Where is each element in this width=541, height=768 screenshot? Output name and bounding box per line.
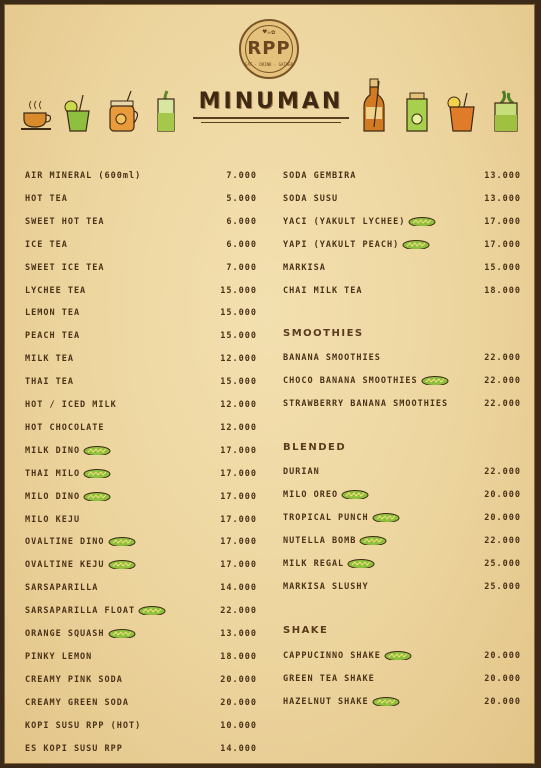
menu-item-name: GREEN TEA SHAKE	[283, 673, 375, 684]
menu-item-name: MILO KEJU	[25, 514, 81, 525]
menu-item	[25, 698, 257, 712]
menu-item-name: SARSAPARILLA FLOAT	[25, 606, 166, 616]
iced-tea-icon	[445, 91, 479, 135]
menu-item-price: 13.000	[484, 193, 521, 204]
menu-item-name: ES KOPI SUSU RPP	[25, 743, 123, 754]
menu-item	[283, 286, 521, 300]
menu-item-price: 13.000	[220, 629, 257, 639]
menu-item	[283, 674, 521, 688]
menu-item-name: YAPI (YAKULT PEACH)	[283, 240, 430, 250]
pitcher-icon	[401, 91, 435, 135]
menu-item-name: DURIAN	[283, 467, 320, 477]
new-badge-icon	[108, 537, 136, 546]
menu-item	[283, 490, 521, 504]
menu-item-name: SODA SUSU	[283, 193, 339, 204]
menu-item	[283, 376, 521, 390]
menu-item	[283, 513, 521, 527]
menu-item-name: MILO DINO	[25, 492, 111, 502]
menu-item-name: PEACH TEA	[25, 331, 81, 342]
menu-item-price: 20.000	[484, 651, 521, 661]
menu-item-price: 17.000	[220, 491, 257, 502]
menu-item-name: CHOCO BANANA SMOOTHIES	[283, 376, 449, 386]
menu-item-price: 12.000	[220, 422, 257, 433]
menu-item-price: 15.000	[220, 377, 257, 388]
menu-item-price: 17.000	[484, 216, 521, 227]
menu-item-price: 5.000	[226, 193, 257, 204]
menu-item	[25, 400, 257, 414]
menu-item	[25, 171, 257, 185]
menu-item-price: 13.000	[484, 171, 521, 181]
menu-item-price: 20.000	[484, 512, 521, 523]
new-badge-icon	[108, 629, 136, 638]
new-badge-icon	[372, 513, 400, 522]
menu-item	[25, 331, 257, 345]
menu-item-price: 25.000	[484, 558, 521, 569]
menu-item-price: 22.000	[484, 467, 521, 477]
menu-item-price: 20.000	[220, 674, 257, 685]
menu-item-price: 17.000	[220, 537, 257, 548]
menu-item	[25, 721, 257, 735]
menu-item-name: LYCHEE TEA	[25, 285, 87, 296]
new-badge-icon	[347, 559, 375, 568]
menu-item	[25, 629, 257, 643]
menu-item-price: 15.000	[220, 308, 257, 319]
menu-item	[25, 240, 257, 254]
menu-item-price: 17.000	[484, 239, 521, 250]
menu-item-name: PINKY LEMON	[25, 651, 93, 662]
menu-item	[283, 399, 521, 413]
menu-item-price: 22.000	[484, 398, 521, 409]
menu-item-price: 6.000	[226, 239, 257, 250]
menu-item-name: TROPICAL PUNCH	[283, 513, 400, 523]
menu-item-name: MARKISA	[283, 262, 326, 273]
page-title: MINUMAN	[198, 89, 344, 114]
menu-item-price: 20.000	[220, 697, 257, 708]
title-rule-bottom	[201, 122, 341, 123]
menu-item	[25, 217, 257, 231]
menu-item	[283, 240, 521, 254]
menu-item	[25, 515, 257, 529]
menu-item-price: 20.000	[484, 696, 521, 707]
menu-item	[25, 560, 257, 574]
menu-item-name: MILK REGAL	[283, 559, 375, 569]
menu-item-price: 17.000	[220, 560, 257, 571]
menu-item	[25, 308, 257, 322]
menu-item-name: SODA GEMBIRA	[283, 171, 357, 181]
menu-item-name: CAPPUCINNO SHAKE	[283, 651, 412, 661]
new-badge-icon	[402, 240, 430, 249]
menu-item-name: ORANGE SQUASH	[25, 629, 136, 639]
menu-item	[25, 377, 257, 391]
menu-item-name: MARKISA SLUSHY	[283, 581, 369, 592]
menu-item-name: SWEET HOT TEA	[25, 216, 105, 227]
menu-item	[25, 537, 257, 551]
menu-item-price: 10.000	[220, 720, 257, 731]
menu-item-price: 6.000	[226, 216, 257, 227]
menu-item-name: AIR MINERAL (600ml)	[25, 171, 142, 181]
menu-item	[283, 559, 521, 573]
menu-item	[283, 536, 521, 550]
menu-item-price: 14.000	[220, 743, 257, 754]
menu-item-price: 15.000	[220, 331, 257, 342]
menu-item	[25, 354, 257, 368]
menu-item-price: 17.000	[220, 445, 257, 456]
menu-item-price: 17.000	[220, 468, 257, 479]
menu-item-price: 25.000	[484, 581, 521, 592]
menu-item	[283, 194, 521, 208]
menu-item-name: HOT TEA	[25, 193, 68, 204]
new-badge-icon	[408, 217, 436, 226]
new-badge-icon	[341, 490, 369, 499]
menu-item-name: MILO OREO	[283, 490, 369, 500]
menu-item-name: KOPI SUSU RPP (HOT)	[25, 720, 142, 731]
menu-item-name: YACI (YAKULT LYCHEE)	[283, 217, 436, 227]
new-badge-icon	[372, 697, 400, 706]
menu-item	[25, 194, 257, 208]
menu-item-price: 20.000	[484, 673, 521, 684]
menu-item	[25, 492, 257, 506]
menu-item-price: 17.000	[220, 514, 257, 525]
section-title: BLENDED	[283, 442, 347, 453]
new-badge-icon	[359, 536, 387, 545]
new-badge-icon	[83, 492, 111, 501]
menu-item-price: 22.000	[484, 353, 521, 363]
new-badge-icon	[138, 606, 166, 615]
menu-item-price: 7.000	[226, 262, 257, 273]
menu-item-name: SWEET ICE TEA	[25, 262, 105, 273]
new-badge-icon	[83, 469, 111, 478]
menu-item-price: 15.000	[484, 262, 521, 273]
menu-item	[25, 469, 257, 483]
menu-item	[25, 446, 257, 460]
menu-item-name: MILK TEA	[25, 354, 74, 365]
menu-item	[25, 286, 257, 300]
menu-item	[283, 217, 521, 231]
menu-item-price: 14.000	[220, 583, 257, 594]
tall-glass-icon	[153, 89, 179, 133]
menu-item	[25, 263, 257, 277]
title-rule-top	[193, 117, 349, 119]
menu-item-price: 12.000	[220, 354, 257, 365]
menu-item-price: 22.000	[484, 375, 521, 386]
rpp-logo: ♥☕✿ RPP EAT · DRINK · GATHER	[239, 19, 299, 79]
menu-item-name: BANANA SMOOTHIES	[283, 353, 381, 363]
menu-item	[283, 353, 521, 367]
menu-item	[283, 467, 521, 481]
menu-item-name: OVALTINE KEJU	[25, 560, 136, 570]
menu-item	[283, 171, 521, 185]
menu-item-price: 7.000	[226, 171, 257, 181]
menu-item	[283, 263, 521, 277]
menu-item-name: OVALTINE DINO	[25, 537, 136, 547]
menu-page	[4, 4, 535, 764]
menu-item-price: 20.000	[484, 489, 521, 500]
menu-item	[283, 582, 521, 596]
menu-item-name: HOT / ICED MILK	[25, 400, 117, 410]
hot-tea-cup-icon	[19, 99, 53, 133]
section-title: SMOOTHIES	[283, 328, 364, 339]
mojito-icon	[489, 89, 523, 135]
menu-item	[283, 697, 521, 711]
menu-item-name: CREAMY PINK SODA	[25, 674, 123, 685]
menu-item-name: ICE TEA	[25, 239, 68, 250]
menu-item-name: MILK DINO	[25, 446, 111, 456]
menu-item-name: THAI TEA	[25, 377, 74, 388]
jar-drink-icon	[105, 89, 143, 133]
menu-item-name: THAI MILO	[25, 469, 111, 479]
menu-item-name: HOT CHOCOLATE	[25, 422, 105, 433]
menu-item-name: LEMON TEA	[25, 308, 81, 319]
menu-item-name: STRAWBERRY BANANA SMOOTHIES	[283, 398, 449, 409]
section-title: SHAKE	[283, 625, 329, 636]
menu-item-name: CREAMY GREEN SODA	[25, 697, 129, 708]
menu-item	[25, 652, 257, 666]
bottle-icon	[361, 77, 387, 135]
menu-item-price: 18.000	[220, 651, 257, 662]
menu-item-name: HAZELNUT SHAKE	[283, 697, 400, 707]
menu-item	[25, 606, 257, 620]
menu-item-price: 18.000	[484, 285, 521, 296]
menu-item	[25, 423, 257, 437]
menu-item-price: 22.000	[220, 606, 257, 617]
menu-item-name: SARSAPARILLA	[25, 583, 99, 594]
menu-item-name: CHAI MILK TEA	[283, 285, 363, 296]
new-badge-icon	[83, 446, 111, 455]
menu-item-price: 15.000	[220, 285, 257, 296]
menu-item	[25, 583, 257, 597]
menu-item	[283, 651, 521, 665]
menu-item-price: 12.000	[220, 400, 257, 410]
new-badge-icon	[108, 560, 136, 569]
new-badge-icon	[421, 376, 449, 385]
lemon-drink-icon	[61, 93, 95, 133]
new-badge-icon	[384, 651, 412, 660]
menu-item-name: NUTELLA BOMB	[283, 536, 387, 546]
menu-item	[25, 675, 257, 689]
menu-item-price: 22.000	[484, 535, 521, 546]
menu-item	[25, 744, 257, 758]
